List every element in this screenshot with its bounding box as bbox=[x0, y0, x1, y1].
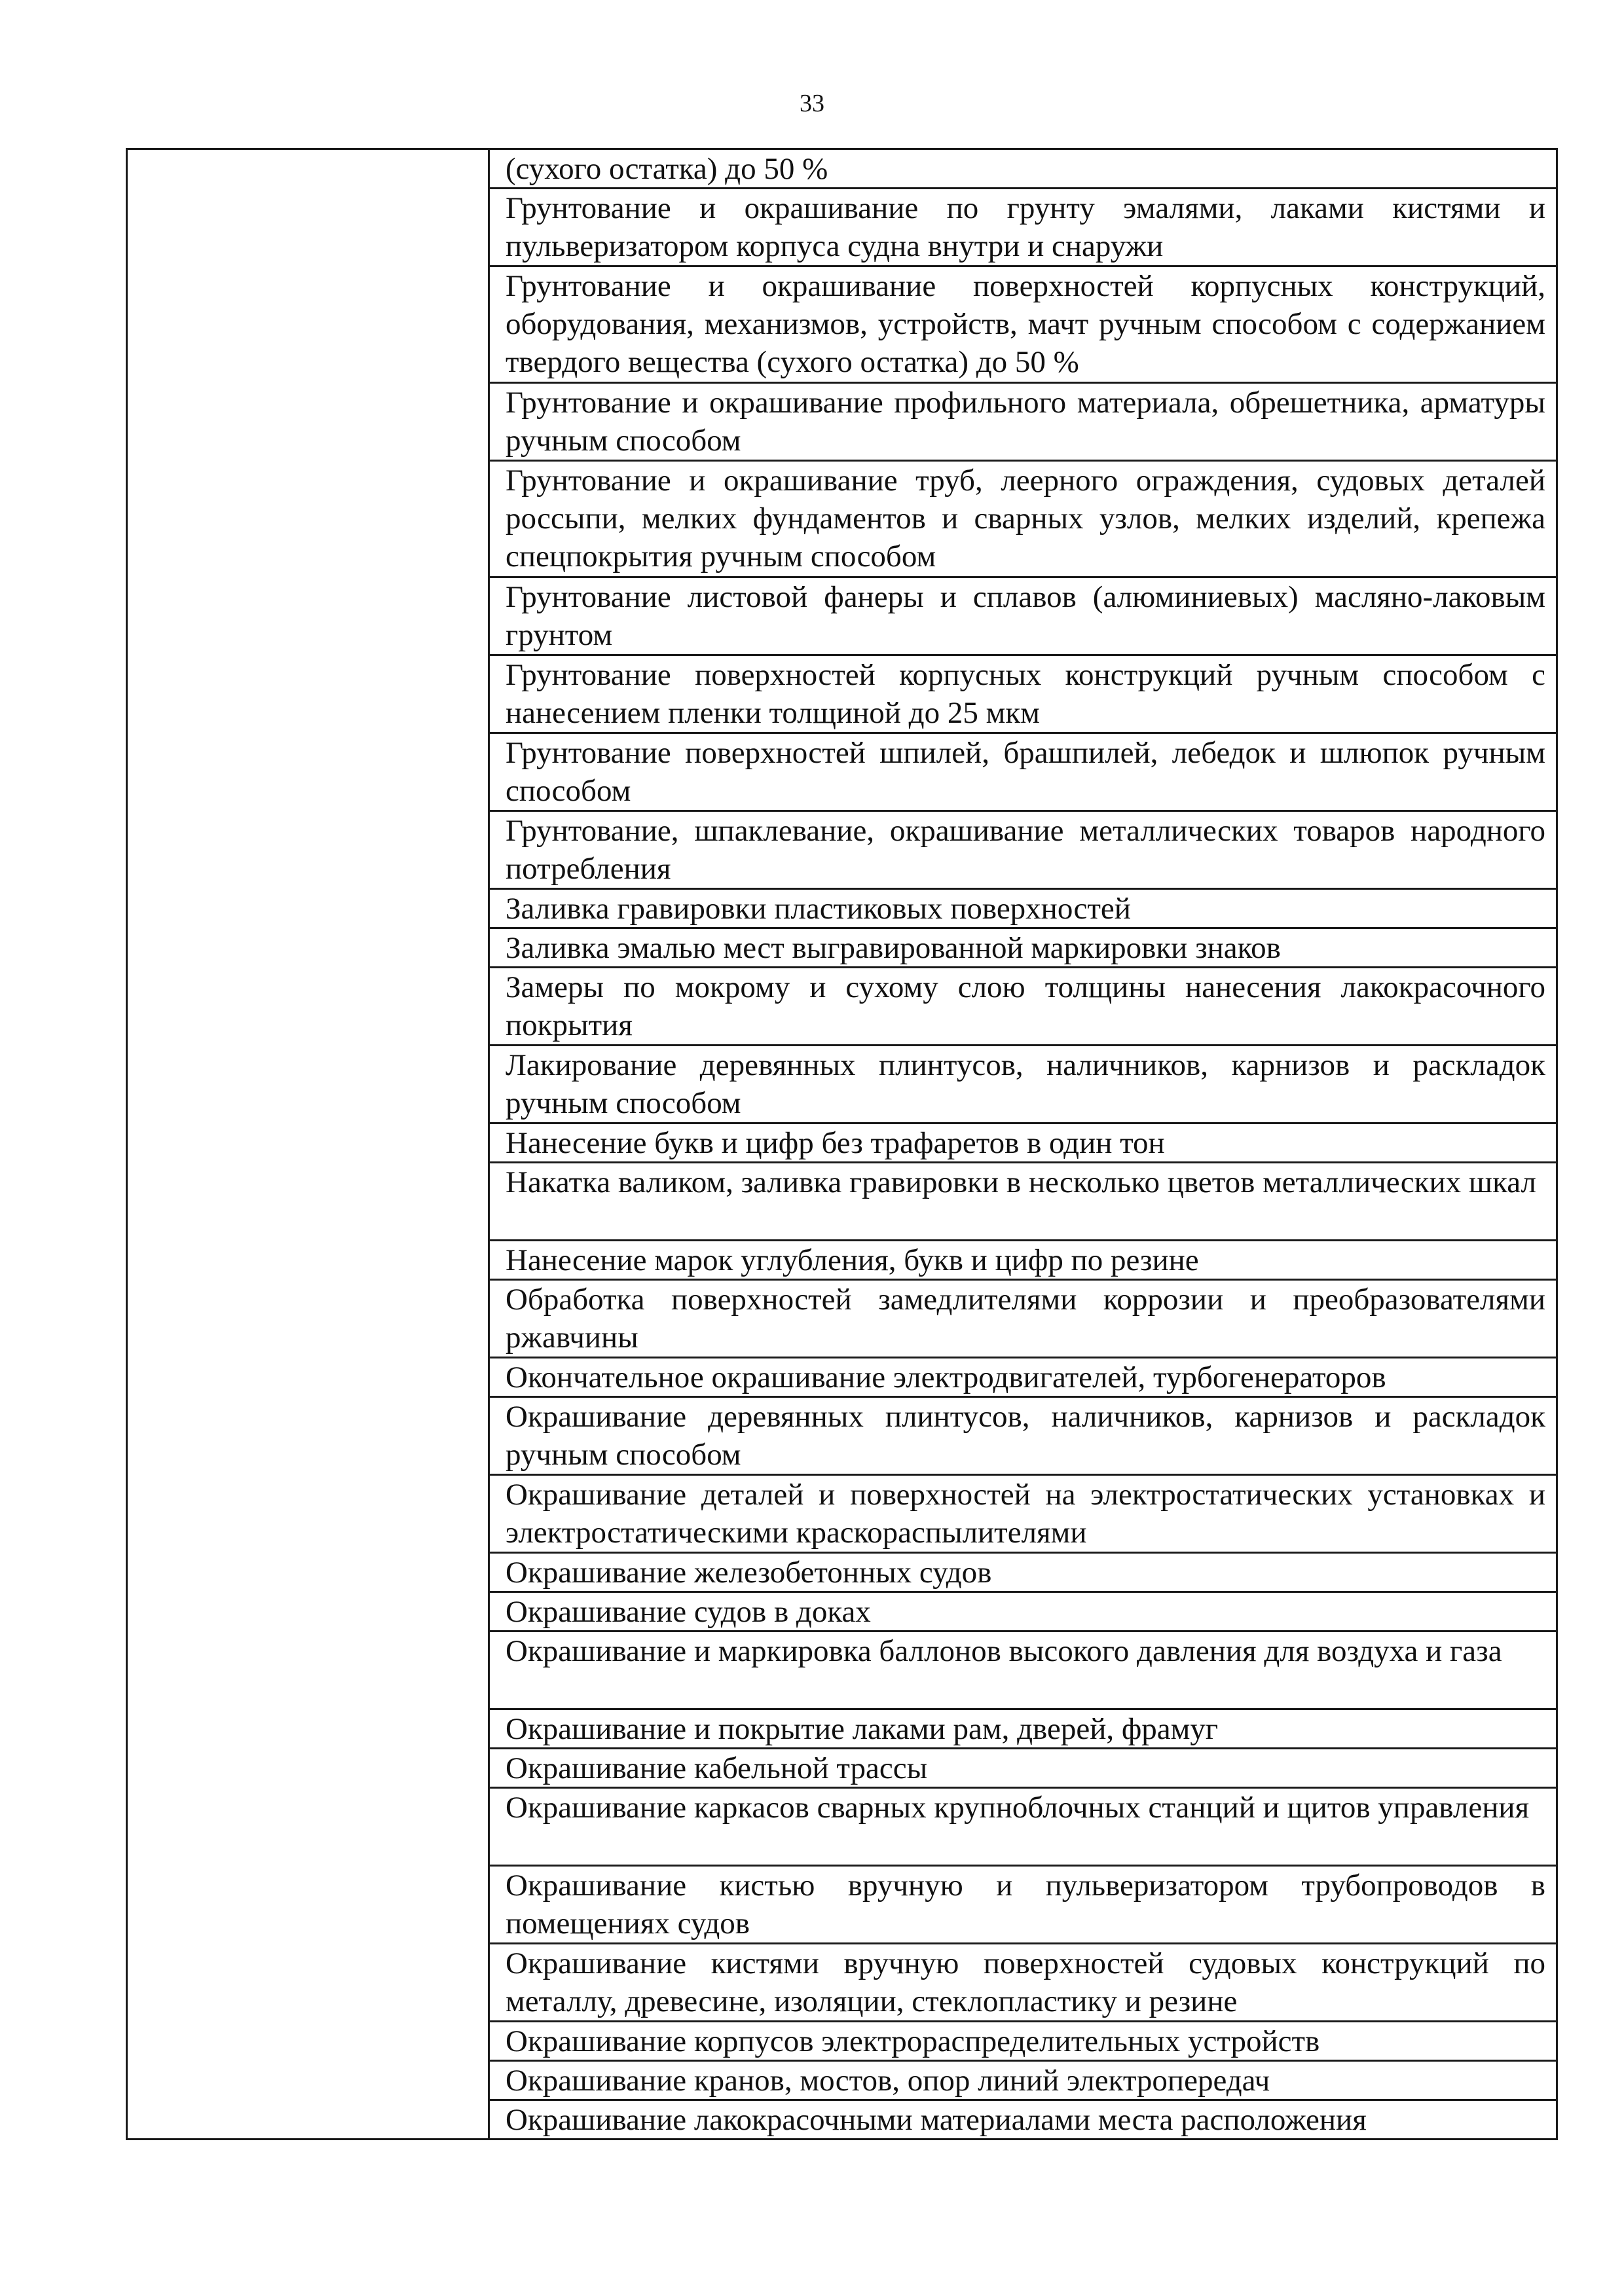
list-item: Грунтование и окрашивание профильного материала, обрешетника, арматуры ручным способом bbox=[490, 384, 1556, 462]
list-item: Заливка эмалью мест выгравированной маркировки знаков bbox=[490, 929, 1556, 968]
page-number: 33 bbox=[800, 90, 824, 117]
list-item: Грунтование листовой фанеры и сплавов (алюминиевых) масляно-лаковым грунтом bbox=[490, 578, 1556, 656]
list-item: (сухого остатка) до 50 % bbox=[490, 150, 1556, 189]
list-item: Нанесение марок углубления, букв и цифр по резине bbox=[490, 1241, 1556, 1281]
list-item: Окрашивание деталей и поверхностей на электростатических установках и электростатическими краскораспылителями bbox=[490, 1476, 1556, 1554]
work-list-cell bbox=[489, 149, 1557, 2140]
list-item: Окрашивание каркасов сварных крупноблочных станций и щитов управления bbox=[490, 1789, 1556, 1867]
list-item: Нанесение букв и цифр без трафаретов в один тон bbox=[490, 1124, 1556, 1163]
list-item: Накатка валиком, заливка гравировки в несколько цветов металлических шкал bbox=[490, 1163, 1556, 1241]
list-item: Грунтование поверхностей шпилей, брашпилей, лебедок и шлюпок ручным способом bbox=[490, 734, 1556, 812]
list-item: Окрашивание кранов, мостов, опор линий электропередач bbox=[490, 2062, 1556, 2101]
left-column-cell bbox=[127, 149, 489, 2140]
list-item: Грунтование и окрашивание по грунту эмалями, лаками кистями и пульверизатором корпуса судна внутри и снаружи bbox=[490, 189, 1556, 267]
list-item: Окрашивание деревянных плинтусов, наличников, карнизов и раскладок ручным способом bbox=[490, 1398, 1556, 1476]
list-item: Окрашивание судов в доках bbox=[490, 1593, 1556, 1632]
list-item: Окрашивание корпусов электрораспределительных устройств bbox=[490, 2022, 1556, 2062]
list-item: Грунтование и окрашивание труб, леерного ограждения, судовых деталей россыпи, мелких фундаментов и сварных узлов, мелких изделий, крепежа спецпокрытия ручным способом bbox=[490, 462, 1556, 578]
list-item: Замеры по мокрому и сухому слою толщины нанесения лакокрасочного покрытия bbox=[490, 968, 1556, 1046]
list-item: Окрашивание кистью вручную и пульверизатором трубопроводов в помещениях судов bbox=[490, 1867, 1556, 1944]
list-item: Окрашивание железобетонных судов bbox=[490, 1554, 1556, 1593]
list-item: Окрашивание и маркировка баллонов высокого давления для воздуха и газа bbox=[490, 1632, 1556, 1710]
list-item: Заливка гравировки пластиковых поверхностей bbox=[490, 890, 1556, 929]
list-item: Обработка поверхностей замедлителями коррозии и преобразователями ржавчины bbox=[490, 1281, 1556, 1358]
list-item: Лакирование деревянных плинтусов, наличников, карнизов и раскладок ручным способом bbox=[490, 1046, 1556, 1124]
work-types-table bbox=[126, 148, 1558, 2140]
list-item: Окрашивание кабельной трассы bbox=[490, 1749, 1556, 1789]
table-row bbox=[127, 149, 1557, 2140]
list-item: Окрашивание и покрытие лаками рам, дверей, фрамуг bbox=[490, 1710, 1556, 1749]
list-item: Грунтование поверхностей корпусных конструкций ручным способом с нанесением пленки толщиной до 25 мкм bbox=[490, 656, 1556, 734]
list-item: Грунтование, шпаклевание, окрашивание металлических товаров народного потребления bbox=[490, 812, 1556, 890]
list-item: Окрашивание кистями вручную поверхностей судовых конструкций по металлу, древесине, изоляции, стеклопластику и резине bbox=[490, 1944, 1556, 2022]
list-item: Окончательное окрашивание электродвигателей, турбогенераторов bbox=[490, 1358, 1556, 1398]
list-item: Грунтование и окрашивание поверхностей корпусных конструкций, оборудования, механизмов, устройств, мачт ручным способом с содержанием твердого вещества (сухого остатка) до 50 % bbox=[490, 267, 1556, 384]
list-item: Окрашивание лакокрасочными материалами места расположения bbox=[506, 2103, 1367, 2137]
